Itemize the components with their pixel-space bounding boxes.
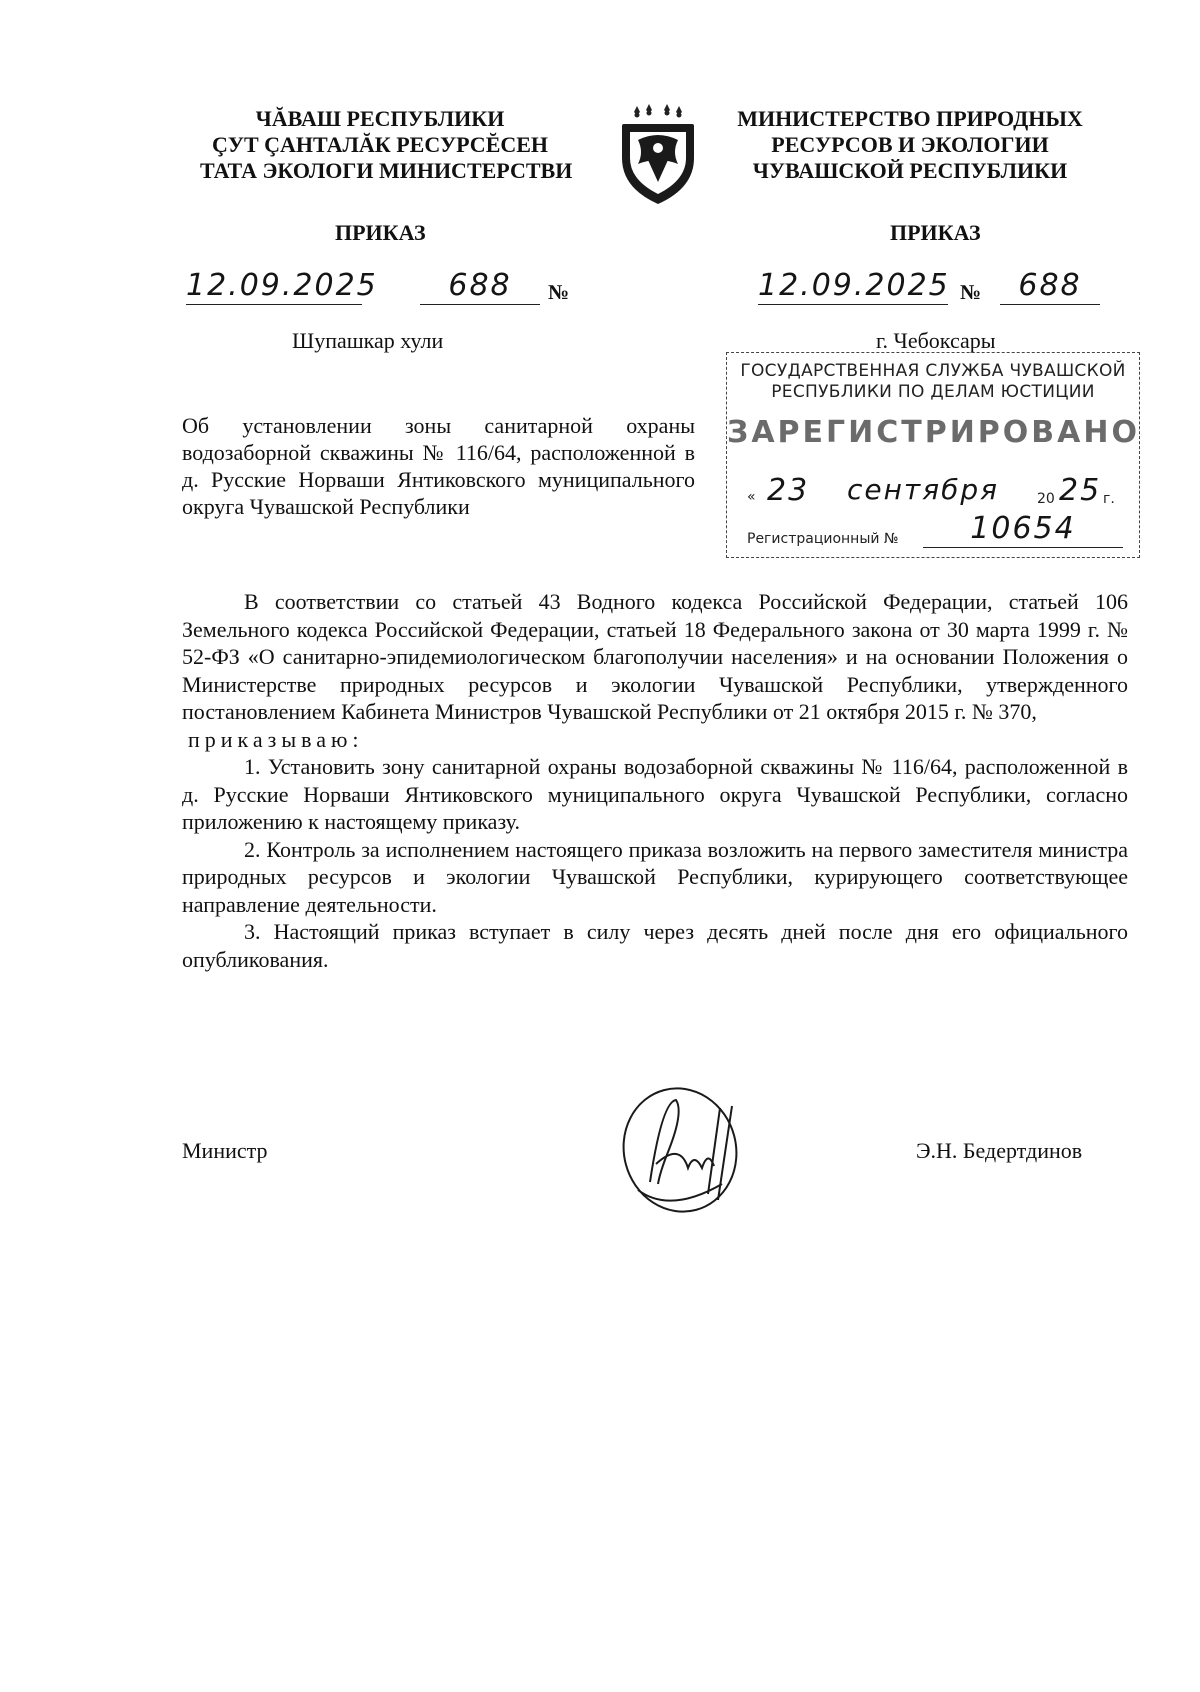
header-left-line1: ЧĂВАШ РЕСПУБЛИКИ [255,106,505,131]
stamp-line2: РЕСПУБЛИКИ ПО ДЕЛАМ ЮСТИЦИИ [771,382,1095,402]
order-number-right: 688 [1000,268,1100,305]
header-left [200,106,573,184]
number-sign-right: № [960,280,982,304]
stamp-line1: ГОСУДАРСТВЕННАЯ СЛУЖБА ЧУВАШСКОЙ [740,361,1126,381]
place-left: Шупашкар хули [292,328,444,353]
header-right-line1: МИНИСТЕРСТВО ПРИРОДНЫХ [737,106,1083,131]
stamp-year-suffix: 25 [1059,473,1102,508]
stamp-year-prefix: 20 [1037,491,1055,507]
order-date-right: 12.09.2025 [758,268,950,303]
item-3-paragraph: 3. Настоящий приказ вступает в силу через десять дней после дня его официального опубликования. [182,919,1128,972]
stamp-reg-label: Регистрационный № [747,531,899,547]
stamp-date-row [747,473,1127,513]
signature-image [610,1072,760,1222]
header-left-line2: ÇУТ ÇАНТАЛĂК РЕСУРСĔСЕН [211,132,549,157]
order-subject: Об установлении зоны санитарной охраны водозаборной скважины № 116/64, расположенной в д. Русские Норваши Янтиковского муниципального округа Чувашской Республики [182,413,695,519]
stamp-day: 23 [767,473,810,508]
stamp-month: сентября [847,473,999,506]
order-number-left: 688 [420,268,540,305]
header-right-line3: ЧУВАШСКОЙ РЕСПУБЛИКИ [752,158,1068,183]
item-1-paragraph: 1. Установить зону санитарной охраны водозаборной скважины № 116/64, расположенной в д. Русские Норваши Янтиковского муниципального округа Чувашской Республики, согласно приложению к настоящему приказу. [182,754,1128,834]
registration-stamp [726,352,1140,558]
signature-position: Министр [182,1138,268,1163]
header-left-line3: ТАТА ЭКОЛОГИ МИНИСТЕРСТВИ [200,158,573,183]
emblem-icon [608,100,708,210]
header-right [735,106,1085,184]
number-sign-left: № [548,280,570,304]
stamp-registered: ЗАРЕГИСТРИРОВАНО [727,415,1140,450]
stamp-quote-open: « [747,489,756,505]
signature-name: Э.Н. Бедертдинов [916,1138,1083,1163]
order-word: приказываю: [188,726,364,752]
order-title-left: ПРИКАЗ [335,220,426,245]
order-title-right: ПРИКАЗ [890,220,981,245]
order-body [182,588,1128,973]
stamp-year-g: г. [1103,491,1115,507]
header-right-line2: РЕСУРСОВ И ЭКОЛОГИИ [771,132,1049,157]
item-2-paragraph: 2. Контроль за исполнением настоящего приказа возложить на первого заместителя министра природных ресурсов и экологии Чувашской Республики, курирующего соответствующее направление деятельности. [182,836,1128,917]
order-date-left: 12.09.2025 [186,268,378,303]
preamble-paragraph: В соответствии со статьей 43 Водного кодекса Российской Федерации, статьей 106 Земельного кодекса Российской Федерации, статьей 18 Федерального закона от 30 марта 1999 г. № 52-ФЗ «О санитарно-эпидемиологическом благополучии населения» и на основании Положения о Министерстве природных ресурсов и экологии Чувашской Республики, утвержденного постановлением Кабинета Министров Чувашской Республики от 21 октября 2015 г. № 370, [182,589,1128,724]
place-right: г. Чебоксары [876,328,996,353]
stamp-reg-number: 10654 [923,511,1123,548]
